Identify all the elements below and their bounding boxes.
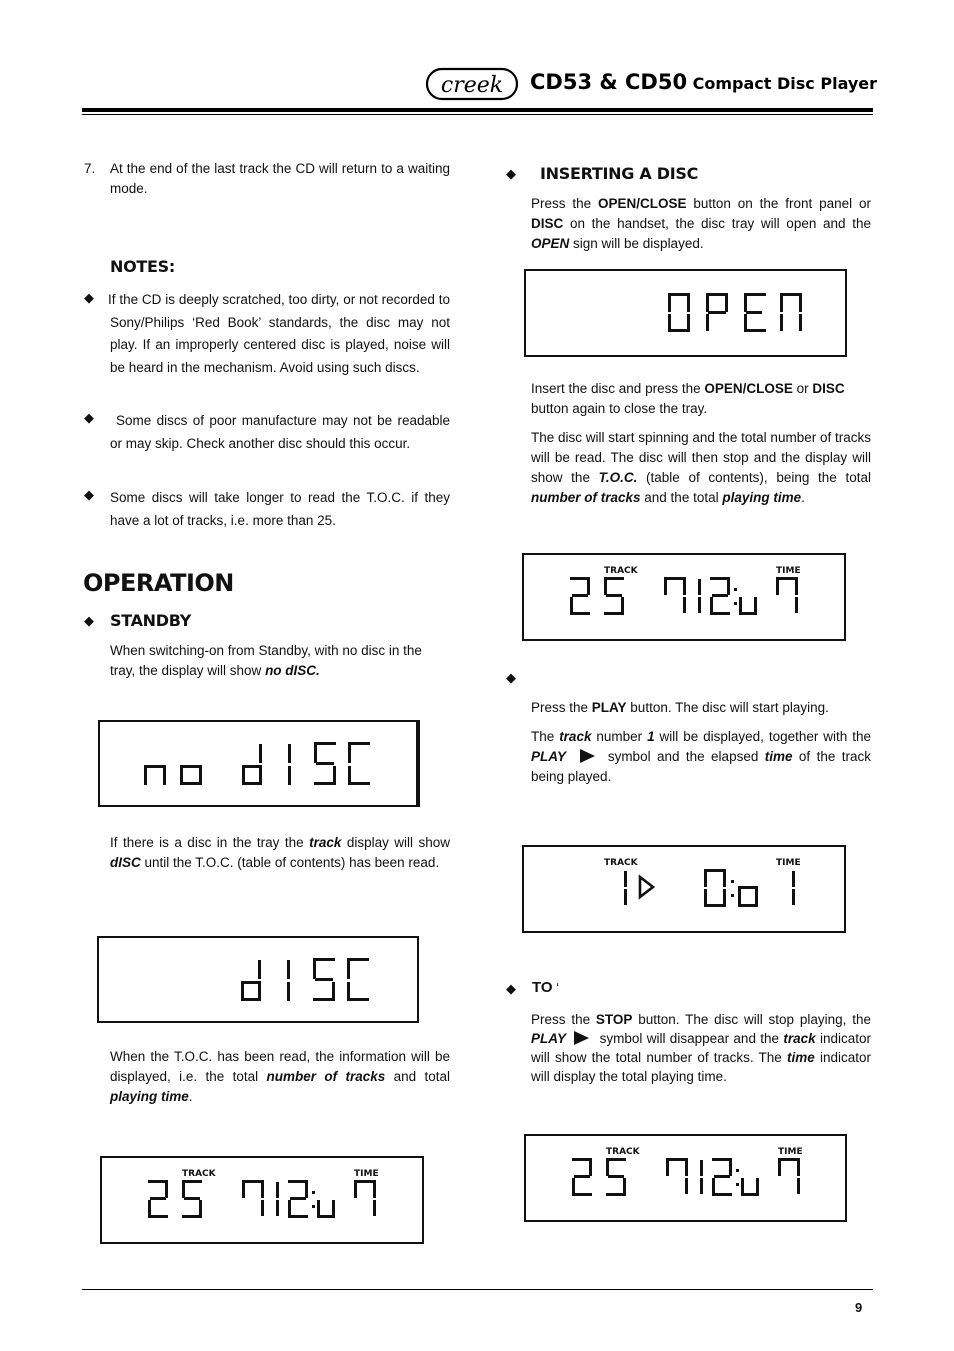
time-label: TIME <box>776 858 801 868</box>
header-rule <box>82 108 873 112</box>
text-part: until the T.O.C. (table of contents) has been read. <box>140 855 440 870</box>
text-part: Press the <box>531 700 592 715</box>
item-7-text: At the end of the last track the CD will return to a waiting mode. <box>110 161 450 196</box>
lcd-toc-right <box>522 553 846 641</box>
note-3: Some discs will take longer to read the T.O.C. if they have a lot of tracks, i.e. more than 25. <box>110 490 450 528</box>
diamond-bullet-icon: ◆ <box>84 410 94 425</box>
operation-heading: OPERATION <box>83 569 234 597</box>
text-part: (table of contents), being the total <box>637 470 871 485</box>
toc-text <box>110 1047 450 1107</box>
page-title <box>530 70 877 94</box>
diamond-bullet-icon: ◆ <box>84 613 94 628</box>
lcd-disc <box>97 936 419 1023</box>
text-bold: DISC <box>531 216 564 231</box>
creek-logo <box>425 66 519 102</box>
text-part: number <box>591 729 648 744</box>
diamond-bullet-icon: ◆ <box>84 290 94 305</box>
text-part: Press the <box>531 1012 596 1027</box>
time-label: TIME <box>354 1169 379 1179</box>
text-part: and total <box>385 1069 450 1084</box>
text-part: . <box>188 1089 193 1104</box>
text-bold: OPEN/CLOSE <box>704 381 793 396</box>
text-em: number of tracks <box>531 490 641 505</box>
lcd-no-disc <box>98 720 420 807</box>
play-para-1 <box>531 698 871 718</box>
text-part: or <box>792 381 813 396</box>
text-em: time <box>787 1050 815 1065</box>
page-number: 9 <box>855 1300 863 1315</box>
diamond-bullet-icon: ◆ <box>506 670 516 685</box>
standby-heading: STANDBY <box>110 611 192 630</box>
text-part: The disc will start spinning and the total number of tracks will be read. The disc will then stop and the display will show the <box>531 430 871 485</box>
text-em: playing time <box>110 1089 189 1104</box>
text-part: Press the <box>531 196 598 211</box>
footer-rule <box>82 1289 873 1290</box>
text-em: track <box>309 835 342 850</box>
track-label: TRACK <box>604 566 638 576</box>
lcd-disc-graphic <box>99 938 417 1021</box>
diamond-bullet-icon: ◆ <box>506 981 516 996</box>
to-heading-quote: ‘ <box>552 980 560 995</box>
lcd-toc-graphic <box>102 1158 422 1242</box>
item-7-number: 7. <box>84 161 96 176</box>
track-label: TRACK <box>606 1147 640 1157</box>
text-em: number of tracks <box>266 1069 386 1084</box>
text-part: When the T.O.C. has been read, the information will be displayed, i.e. the total <box>110 1049 450 1084</box>
text-part: and the total <box>640 490 723 505</box>
text-part: button again to close the tray. <box>531 401 708 416</box>
lcd-toc-left <box>100 1156 424 1244</box>
lcd-playing <box>522 845 846 933</box>
text-em: time <box>764 749 793 764</box>
standby-text-part: When switching-on from Standby, with no disc in the tray, the display will show <box>110 643 422 678</box>
text-em: playing time <box>722 490 802 505</box>
track-label: TRACK <box>604 858 638 868</box>
lcd-no-disc-graphic <box>100 722 418 807</box>
text-part: symbol and the elapsed <box>601 749 765 764</box>
text-part: The <box>531 729 560 744</box>
diamond-bullet-icon: ◆ <box>506 166 516 181</box>
text-part: indicator will display the total playing time. <box>531 1050 871 1084</box>
text-em: T.O.C. <box>598 470 638 485</box>
text-part: sign will be displayed. <box>569 236 704 251</box>
text-part: Insert the disc and press the <box>531 381 705 396</box>
play-triangle-icon <box>580 749 595 763</box>
insert-para-1 <box>531 194 871 254</box>
lcd-playing-graphic <box>524 847 844 931</box>
text-em: track <box>559 729 592 744</box>
text-part: of the track being played. <box>531 749 871 784</box>
text-part: on the handset, the disc tray will open and the <box>563 216 871 231</box>
disc-text <box>110 833 450 873</box>
text-part: symbol will disappear and the <box>595 1031 784 1046</box>
diamond-bullet-icon: ◆ <box>84 487 94 502</box>
insert-para-3 <box>531 428 871 508</box>
standby-text <box>110 641 450 681</box>
lcd-open <box>524 269 847 357</box>
notes-heading: NOTES: <box>110 257 175 276</box>
text-part: . <box>801 490 805 505</box>
text-part: indicator will show the total number of tracks. The <box>531 1031 871 1065</box>
to-heading-text: TO <box>532 979 553 996</box>
text-part: button. The disc will stop playing, the <box>632 1012 871 1027</box>
lcd-open-graphic <box>526 271 845 355</box>
lcd-stopped <box>524 1134 847 1222</box>
text-em: PLAY <box>531 1031 567 1046</box>
text-em: track <box>783 1031 816 1046</box>
play-para-2 <box>531 727 871 787</box>
track-label: TRACK <box>182 1169 216 1179</box>
text-part: will be displayed, together with the <box>654 729 871 744</box>
lcd-stopped-graphic <box>526 1136 845 1220</box>
text-part: button on the front panel or <box>686 196 871 211</box>
text-bold: OPEN/CLOSE <box>597 196 687 211</box>
text-part: button. The disc will start playing. <box>626 700 829 715</box>
to-heading <box>532 979 559 996</box>
title-sub: Compact Disc Player <box>687 74 878 93</box>
title-main: CD53 & CD50 <box>530 70 688 94</box>
note-1: If the CD is deeply scratched, too dirty, or not recorded to Sony/Philips ‘Red Book’ standards, the disc may not play. If an improperly centered disc is played, noise will be heard in the mechanism. Avoid using such discs. <box>108 292 450 375</box>
text-part: If there is a disc in the tray the <box>110 835 310 850</box>
note-2: Some discs of poor manufacture may not be readable or may skip. Check another disc should this occur. <box>110 413 450 451</box>
text-em: dISC <box>110 855 141 870</box>
text-em: OPEN <box>531 236 570 251</box>
text-bold: DISC <box>812 381 845 396</box>
header-rule-thin <box>82 114 873 115</box>
text-bold: PLAY <box>591 700 627 715</box>
text-bold: STOP <box>595 1012 633 1027</box>
stop-para <box>531 1010 871 1086</box>
text-em: PLAY <box>531 749 567 764</box>
text-em: 1 <box>647 729 655 744</box>
inserting-disc-heading: INSERTING A DISC <box>540 164 699 183</box>
play-triangle-icon <box>574 1031 589 1045</box>
text-part: display will show <box>341 835 450 850</box>
logo-text: creek <box>440 73 504 98</box>
time-label: TIME <box>778 1147 803 1157</box>
insert-para-2 <box>531 379 871 419</box>
time-label: TIME <box>776 566 801 576</box>
standby-text-em: no dISC. <box>265 663 320 678</box>
lcd-toc-graphic <box>524 555 844 639</box>
